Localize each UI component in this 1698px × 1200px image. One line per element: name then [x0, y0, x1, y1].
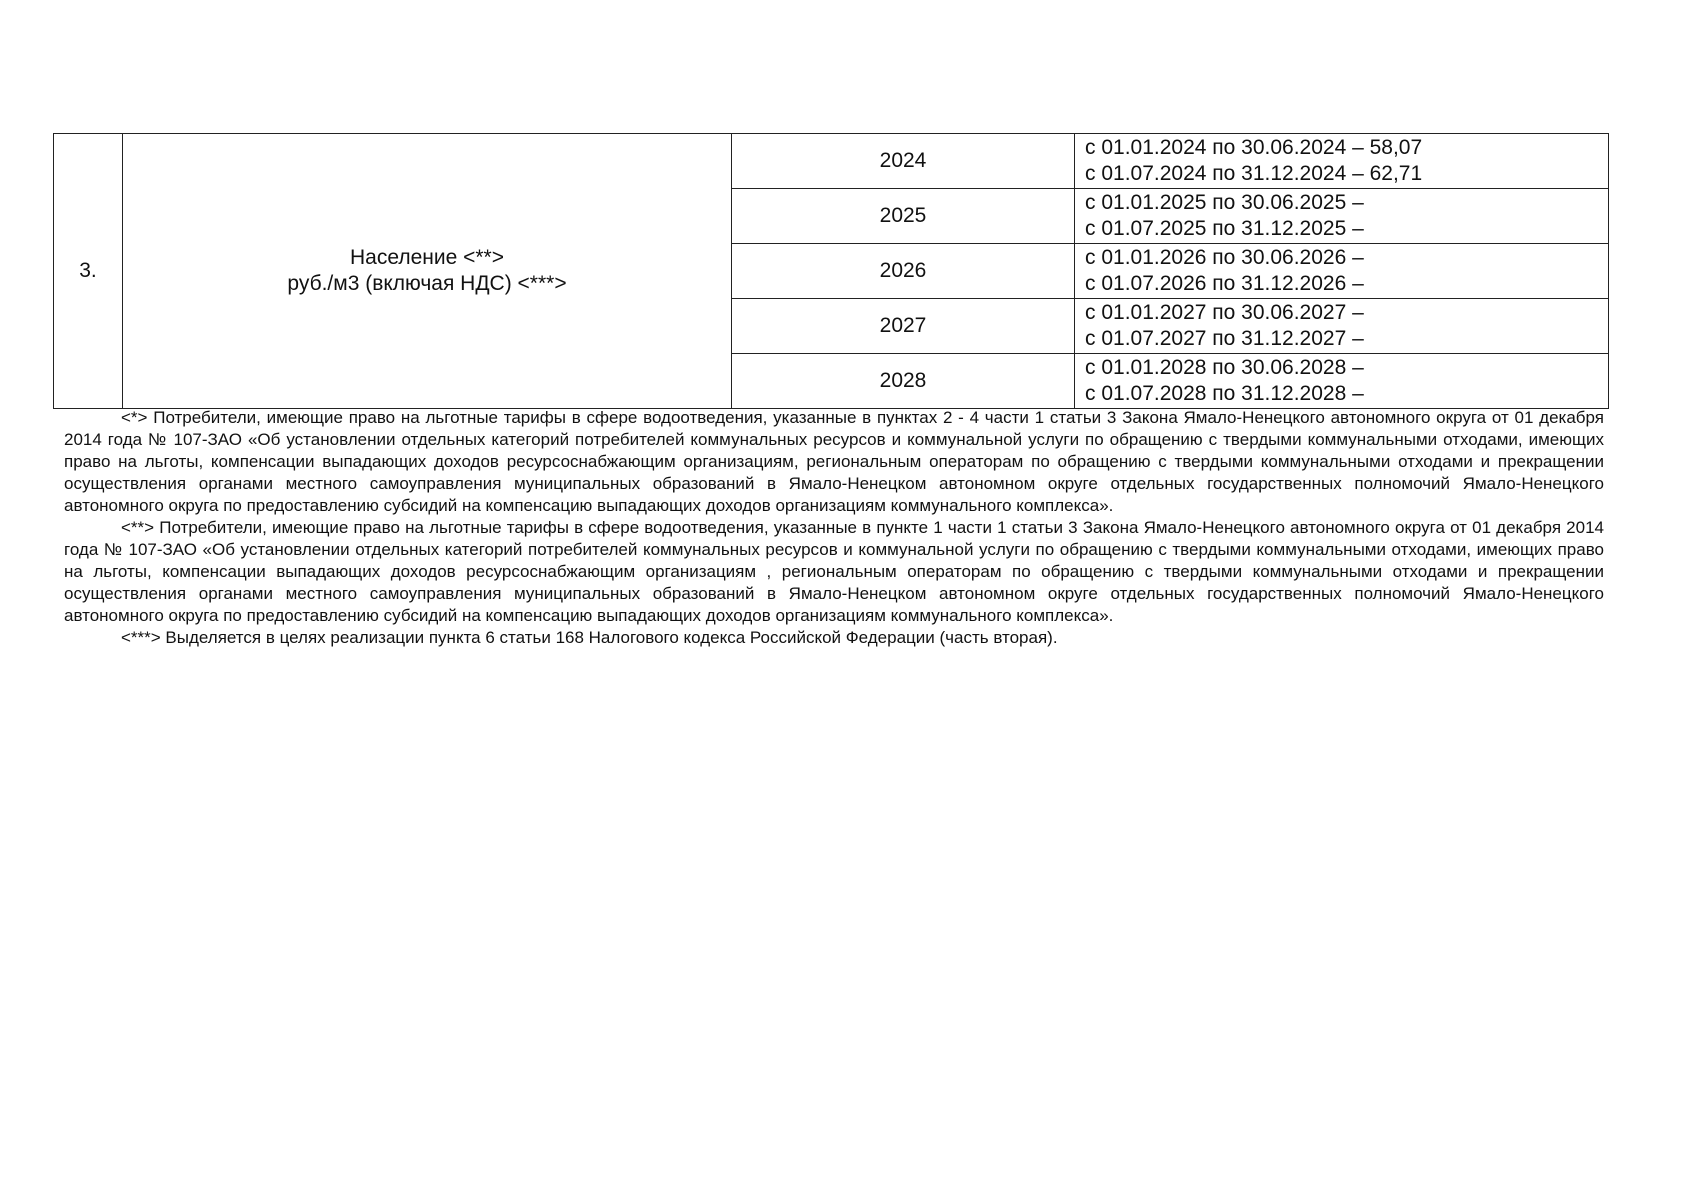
footnotes	[64, 407, 1604, 649]
period-cell	[1075, 299, 1609, 354]
tariff-table	[53, 133, 1609, 409]
period-first-half: с 01.01.2024 по 30.06.2024 – 58,07	[1085, 136, 1423, 159]
period-first-half: с 01.01.2026 по 30.06.2026 –	[1085, 246, 1364, 269]
period-second-half: с 01.07.2024 по 31.12.2024 – 62,71	[1085, 162, 1423, 185]
period-second-half: с 01.07.2026 по 31.12.2026 –	[1085, 272, 1364, 295]
period-second-half: с 01.07.2028 по 31.12.2028 –	[1085, 382, 1364, 405]
period-first-half: с 01.01.2027 по 30.06.2027 –	[1085, 301, 1364, 324]
footnote-triple-star: <***> Выделяется в целях реализации пункта 6 статьи 168 Налогового кодекса Российской Федерации (часть вторая).	[121, 628, 1058, 647]
period-cell	[1075, 189, 1609, 244]
category-unit: руб./м3 (включая НДС) <***>	[287, 272, 567, 295]
year-cell: 2028	[732, 354, 1075, 409]
footnote-double-star: <**> Потребители, имеющие право на льготные тарифы в сфере водоотведения, указанные в пункте 1 части 1 статьи 3 Закона Ямало-Ненецкого автономного округа от 01 декабря 2014 года № 107-ЗАО «Об установлении отдельных категорий потребителей коммунальных ресурсов и коммунальной услуги по обращению с твердыми коммунальными отходами, имеющих право на льготы, компенсации выпадающих доходов ресурсоснабжающим организациям , региональным операторам по обращению с твердыми коммунальными отходами и прекращении осуществления органами местного самоуправления муниципальных образований в Ямало-Ненецком автономном округе отдельных государственных полномочий Ямало-Ненецкого автономного округа по предоставлению субсидий на компенсацию выпадающих доходов организациям коммунального комплекса».	[64, 518, 1604, 625]
footnote-single-star: <*> Потребители, имеющие право на льготные тарифы в сфере водоотведения, указанные в пунктах 2 - 4 части 1 статьи 3 Закона Ямало-Ненецкого автономного округа от 01 декабря 2014 года № 107-ЗАО «Об установлении отдельных категорий потребителей коммунальных ресурсов и коммунальной услуги по обращению с твердыми коммунальными отходами, имеющих право на льготы, компенсации выпадающих доходов ресурсоснабжающим организациям, региональным операторам по обращению с твердыми коммунальными отходами и прекращении осуществления органами местного самоуправления муниципальных образований в Ямало-Ненецком автономном округе отдельных государственных полномочий Ямало-Ненецкого автономного округа по предоставлению субсидий на компенсацию выпадающих доходов организациям коммунального комплекса».	[64, 408, 1604, 515]
period-cell	[1075, 134, 1609, 189]
period-first-half: с 01.01.2025 по 30.06.2025 –	[1085, 191, 1364, 214]
table-row	[54, 134, 1609, 189]
row-number-cell: 3.	[54, 134, 123, 409]
category-title: Население <**>	[350, 246, 504, 269]
period-cell	[1075, 354, 1609, 409]
period-second-half: с 01.07.2027 по 31.12.2027 –	[1085, 327, 1364, 350]
year-cell: 2027	[732, 299, 1075, 354]
period-cell	[1075, 244, 1609, 299]
year-cell: 2025	[732, 189, 1075, 244]
category-cell	[123, 134, 732, 409]
period-first-half: с 01.01.2028 по 30.06.2028 –	[1085, 356, 1364, 379]
year-cell: 2024	[732, 134, 1075, 189]
year-cell: 2026	[732, 244, 1075, 299]
period-second-half: с 01.07.2025 по 31.12.2025 –	[1085, 217, 1364, 240]
